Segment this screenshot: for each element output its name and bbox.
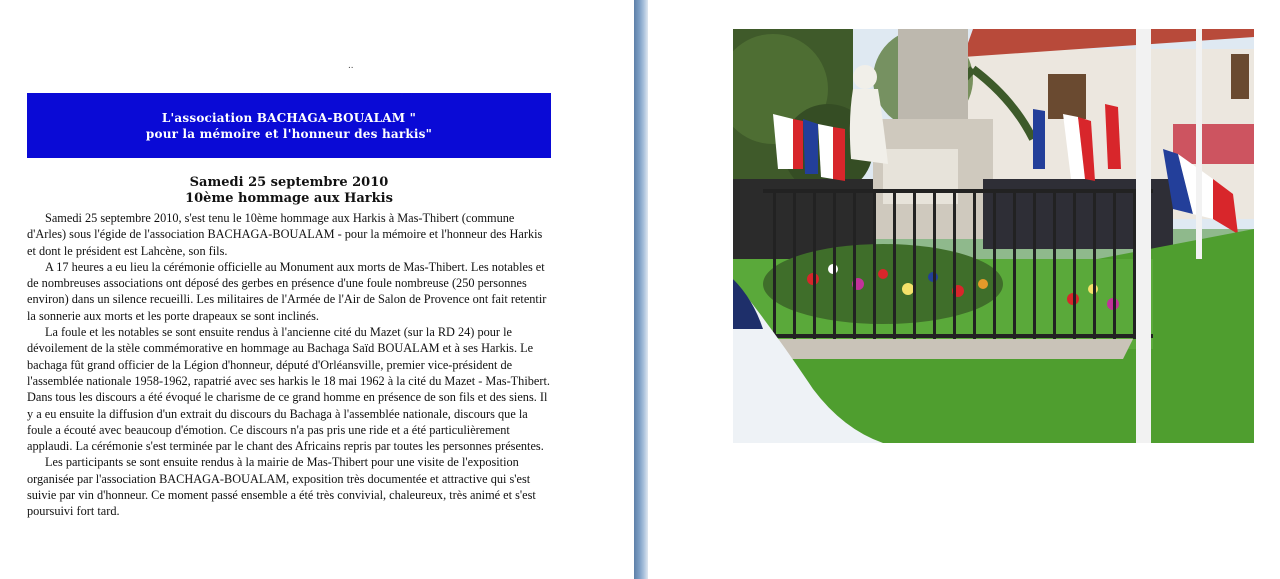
- heading-date: Samedi 25 septembre 2010: [189, 175, 389, 190]
- paragraph: Samedi 25 septembre 2010, s'est tenu le 10ème hommage aux Harkis à Mas-Thibert (commune d'Arles) sous l'égide de l'association BACHAGA-BOUALAM - pour la mémoire et l'honneur des Harkis et dont le président est Lahcène, son fils.: [27, 211, 543, 258]
- paragraph: La foule et les notables se sont ensuite rendus à l'ancienne cité du Mazet (sur la RD 24) pour le dévoilement de la stèle commémorative en hommage au Bachaga Saïd BOUALAM et à ses Harkis. Le bachaga fût grand officier de la Légion d'honneur, député d'Orléansville, premier vice-président de l'assemblée nationale 1958-1962, rapatrié avec ses harkis le 18 mai 1962 à la cité du Mazet - Mas-Thibert. Dans tous les discours a été évoqué le charisme de ce grand homme en présence de son fils et des siens. Il y a eu ensuite la diffusion d'un extrait du discours du Bachaga à l'assemblée nationale, discours que la foule a écouté avec beaucoup d'émotion. Ce discours n'a pas pris une ride et a été particulièrement applaudi. La cérémonie s'est terminée par le chant des Africains repris par toutes les personnes présentes.: [27, 325, 550, 454]
- left-page: [0, 0, 634, 579]
- banner-line-2: pour la mémoire et l'honneur des harkis": [145, 126, 433, 141]
- article-heading: [27, 175, 551, 207]
- title-banner: [27, 93, 551, 158]
- article-body: [27, 210, 553, 520]
- heading-title: 10ème hommage aux Harkis: [185, 191, 393, 206]
- paragraph: Les participants se sont ensuite rendus à la mairie de Mas-Thibert pour une visite de l'exposition organisée par l'association BACHAGA-BOUALAM, exposition très documentée et attractive qui s'est suivie par vin d'honneur. Ce moment passé ensemble a été très convivial, chaleureux, très animé et s'est poursuivi fort tard.: [27, 455, 536, 519]
- memorial-photo: [733, 29, 1254, 443]
- paragraph: A 17 heures a eu lieu la cérémonie officielle au Monument aux morts de Mas-Thibert. Les notables et de nombreuses associations ont déposé des gerbes en présence d'une foule nombreuse (250 personnes environ) dans un silence recueilli. Les militaires de l'Armée de l'Air de Salon de Provence ont fait retentir la sonnerie aux morts et les porte drapeaux se sont inclinés.: [27, 259, 547, 323]
- stray-marks: ..: [348, 60, 354, 71]
- page-divider: [634, 0, 648, 579]
- banner-line-1: L'association BACHAGA-BOUALAM ": [161, 110, 417, 125]
